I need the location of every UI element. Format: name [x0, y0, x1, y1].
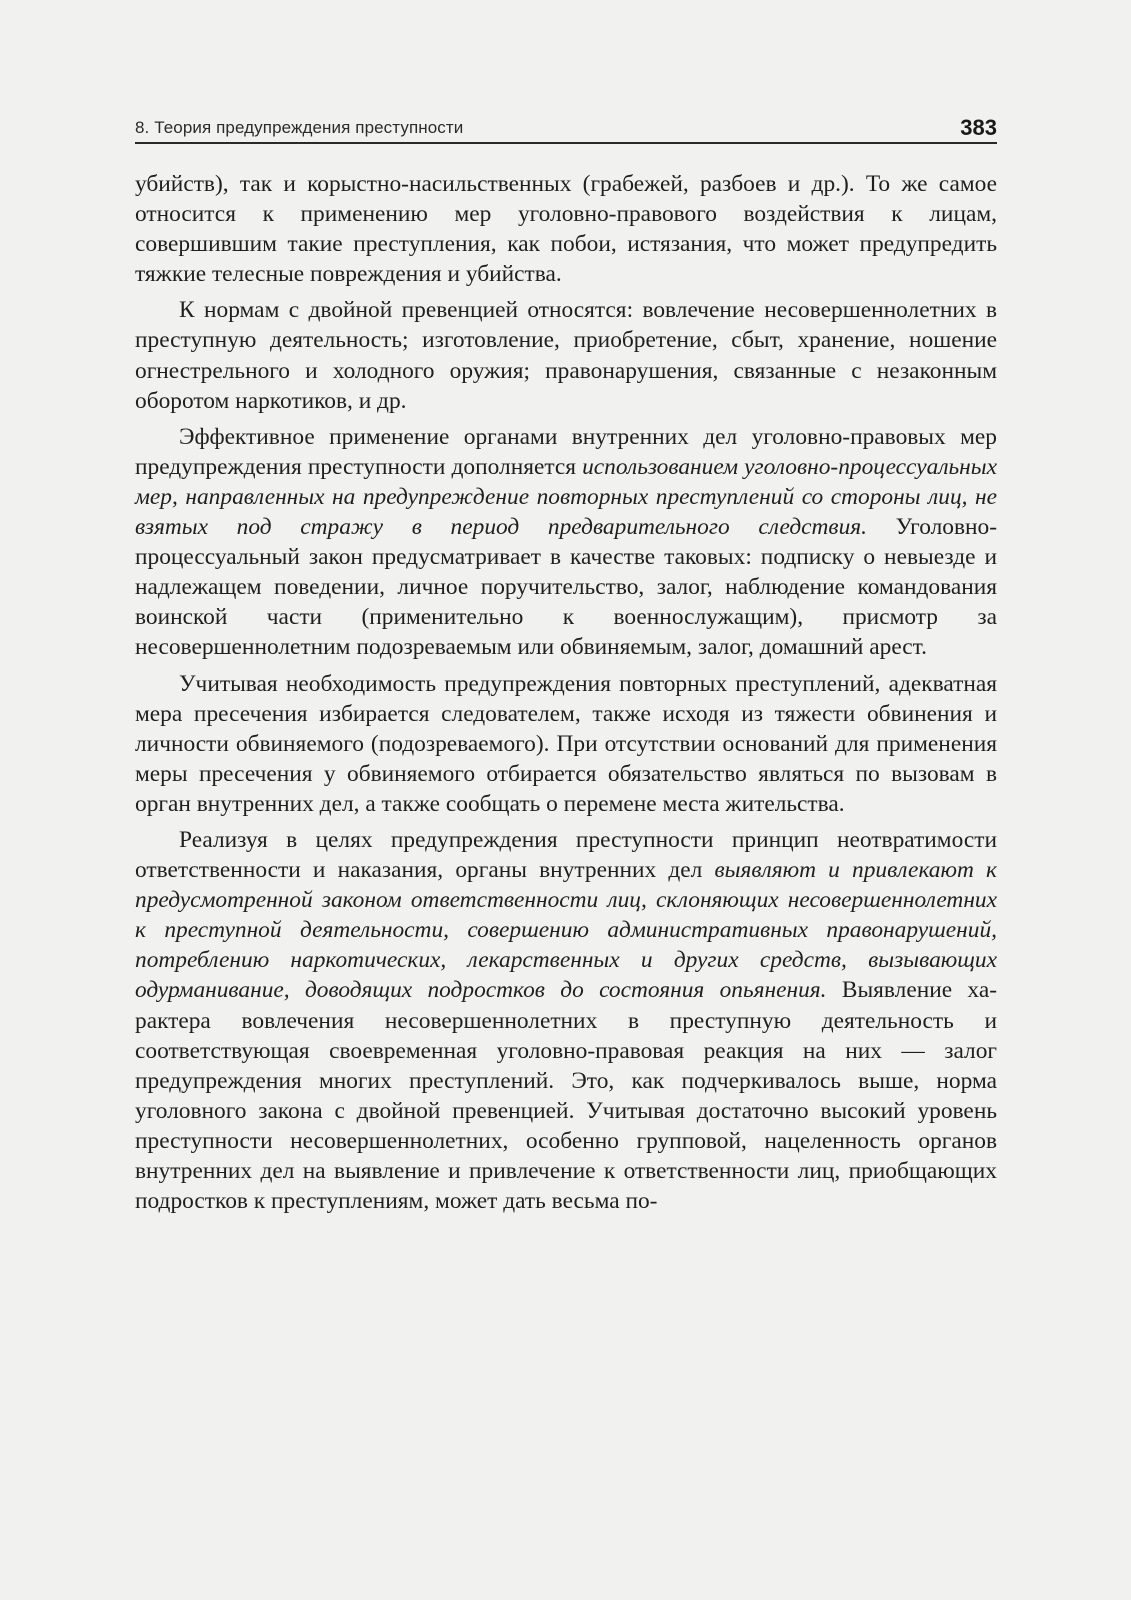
- text-run: Реализуя в целях предупреждения преступности принцип неотвратимости ответственности и наказания, органы внутренних дел: [135, 826, 997, 884]
- text-run: убийств), так и корыстно-насильственных (грабежей, разбоев и др.). То же самое относится к применению мер уголовно-правового воздействия к лицам, совершившим такие преступления, как побои, истязания, что может предупредить тяжкие телесные повреждения и убийства.: [135, 171, 997, 288]
- text-run: Учитывая необходимость предупреждения повторных преступлений, адекватная мера пресечения избирается следователем, также исходя из тяжести обвинения и личности обвиняемого (подозреваемого). При отсутствии оснований для применения меры пресечения у обвиняемого отбирается обязательство являться по вызовам в орган внутренних дел, а также сообщать о перемене места жительства.: [135, 670, 997, 817]
- text-run: К нормам с двойной превенцией относятся: вовлечение несовершеннолетних в преступную деятельность; изготовление, приобретение, сбыт, хранение, ношение огнестрельного и холодного оружия; правонарушения, связанные с незаконным оборотом наркотиков, и др.: [135, 297, 997, 414]
- italic-emphasis: использованием уголовно-процессуальных мер, направленных на предупреждение повторных преступлений со стороны лиц, не взятых под стражу в период предварительного следствия.: [135, 453, 997, 541]
- paragraph: [135, 669, 997, 819]
- text-run: Уголовно-процессуальный закон предусматривает в качестве таковых: подписку о невыезде и надлежащем поведении, личное поручительство, залог, наблюдение командования воинской части (применительно к военнослужащим), присмотр за несовершеннолетним подозреваемым или обвиняемым, залог, домашний арест.: [135, 514, 997, 661]
- paragraph: [135, 295, 997, 415]
- text-run: Эффективное применение органами внутренних дел уголовно-правовых мер предупреждения преступности дополняется: [135, 423, 997, 480]
- running-header: [135, 112, 997, 144]
- chapter-title: 8. Теория предупреждения преступности: [135, 118, 464, 137]
- paragraph: [135, 422, 997, 663]
- italic-emphasis: выявляют и привлекают к предусмотренной законом ответственности лиц, склоняющих несовершеннолетних к преступной деятельности, совершению административных правонарушений, потреблению наркотических, лекарственных и других средств, вызывающих одурманивание, доводящих подростков до состояния опьянения.: [135, 857, 997, 1004]
- paragraph: [135, 169, 997, 289]
- page-number: 383: [960, 115, 997, 140]
- text-run: Выявление характера вовлечения несовершеннолетних в преступную деятельность и соответствующая своевременная уголовно-правовая реакция на них — залог предупреждения многих преступлений. Это, как подчеркивалось выше, норма уголовного закона с двойной превенцией. Учитывая достаточно высокий уровень преступности несовершеннолетних, особенно групповой, нацеленность органов внутренних дел на выявление и привлечение к ответственности лиц, приобщающих подростков к преступлениям, может дать весьма по-: [135, 977, 997, 1215]
- paragraph: [135, 825, 997, 1216]
- body-text: [135, 169, 997, 1216]
